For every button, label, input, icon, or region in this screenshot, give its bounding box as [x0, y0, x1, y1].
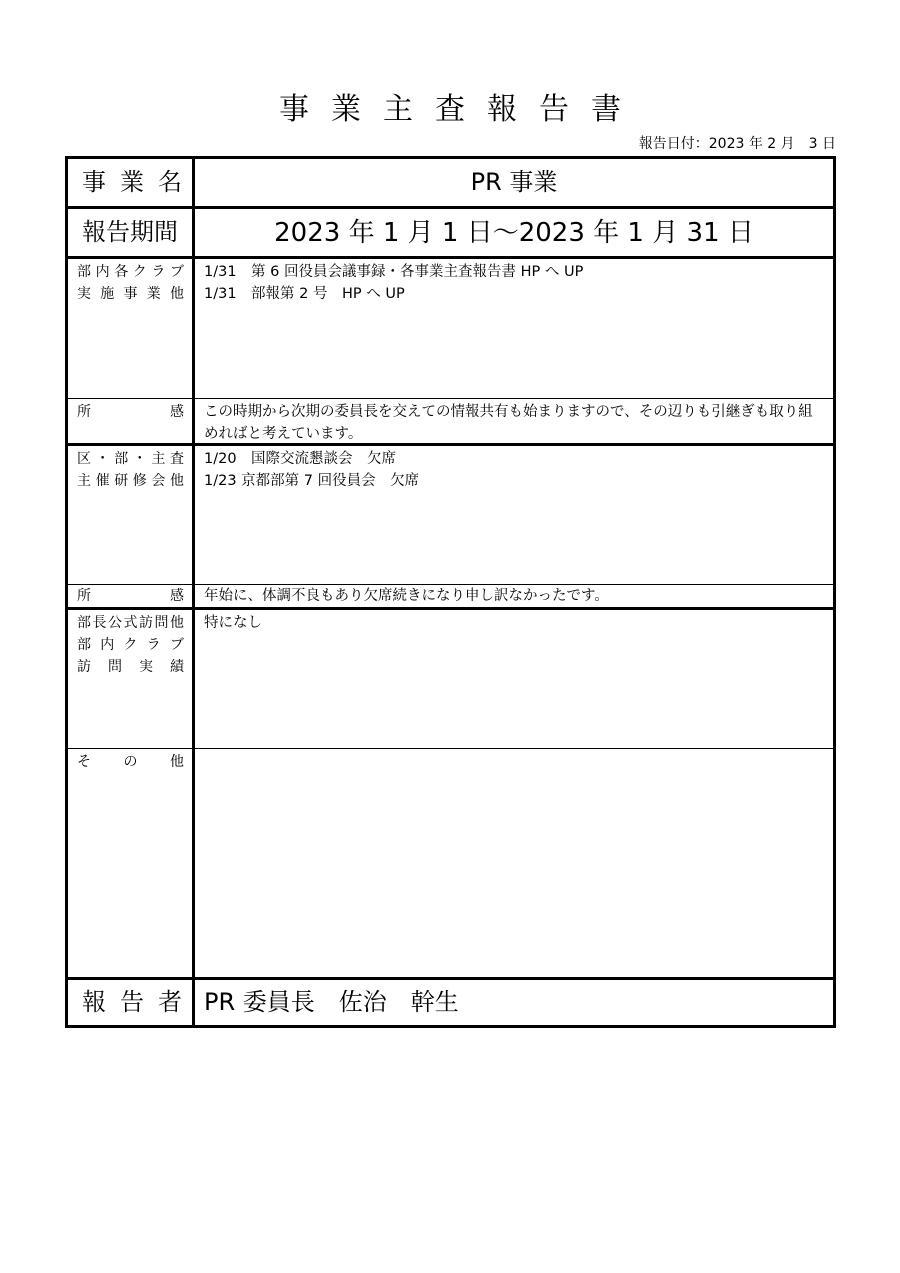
impression-1-text: この時期から次期の委員長を交えての情報共有も始まりますので、その辺りも引継ぎも取り組めればと考えています。: [204, 404, 813, 442]
impression-1-row: [68, 399, 833, 446]
label-char: 催: [95, 473, 110, 489]
label-char: 問: [108, 659, 122, 675]
project-value-cell: [195, 159, 833, 206]
label-char: 績: [170, 659, 184, 675]
visits-row: [68, 610, 833, 749]
reporter-label-cell: [68, 980, 195, 1025]
list-item: 1/31 第 6 回役員会議事録・各事業主査報告書 HP へ UP: [204, 264, 584, 280]
impression-1-value-cell: [195, 399, 833, 443]
label-char: の: [123, 754, 138, 770]
other-label-cell: [68, 749, 195, 977]
label-char: 公: [108, 615, 122, 631]
label-line: [77, 634, 184, 656]
project-label: 事業名: [82, 168, 196, 196]
period-row: [68, 209, 833, 259]
impression-2-row: [68, 585, 833, 610]
club-activities-content: [195, 259, 833, 305]
label-char: 査: [169, 451, 184, 467]
impression-2-label-cell: [68, 585, 195, 607]
label-char: 感: [170, 588, 184, 604]
district-activities-content: [195, 446, 833, 492]
label-line: [77, 470, 184, 492]
label-char: 長: [92, 615, 107, 631]
label-char: 施: [100, 286, 115, 302]
period-label: 報告期間: [82, 218, 178, 246]
label-line: [77, 656, 184, 678]
label-char: ・: [132, 451, 147, 467]
label-char: 研: [114, 473, 129, 489]
label-char: 内: [95, 264, 110, 280]
label-char: 部: [114, 451, 129, 467]
reporter-value-cell: [195, 980, 833, 1025]
impression-2-label: [68, 585, 192, 607]
impression-2-value-cell: [195, 585, 833, 607]
label-char: 問: [154, 615, 169, 631]
label-char: 訪: [139, 615, 153, 631]
visits-value-cell: [195, 610, 833, 748]
project-row: [68, 159, 833, 209]
district-activities-label-cell: [68, 446, 195, 584]
label-char: 各: [114, 264, 129, 280]
project-value: PR 事業: [470, 168, 558, 196]
club-activities-label: [68, 259, 192, 305]
list-item: 1/20 国際交流懇談会 欠席: [204, 451, 397, 467]
other-label: [68, 749, 192, 773]
label-char: ラ: [151, 264, 166, 280]
label-line: [77, 261, 184, 283]
other-row: [68, 749, 833, 980]
period-label-cell: [68, 209, 195, 256]
impression-1-label: [68, 399, 192, 423]
label-char: ブ: [169, 264, 184, 280]
list-item: 1/31 部報第 2 号 HP へ UP: [204, 286, 405, 302]
document-title: 事業主査報告書: [279, 92, 643, 127]
other-value-cell: [195, 749, 833, 977]
impression-2-text: 年始に、体調不良もあり欠席続きになり申し訳なかったです。: [204, 588, 609, 604]
report-table: [65, 156, 836, 1028]
label-char: 主: [151, 451, 166, 467]
club-activities-value-cell: [195, 259, 833, 398]
other-text: [195, 749, 833, 751]
label-char: 部: [77, 615, 91, 631]
list-item: 1/23 京都部第 7 回役員会 欠席: [204, 473, 420, 489]
visits-text: 特になし: [204, 615, 262, 631]
period-value: 2023 年 1 月 1 日〜2023 年 1 月 31 日: [274, 218, 754, 248]
report-date: 報告日付：2023 年 2 月 3 日: [638, 136, 836, 152]
label-char: 区: [77, 451, 91, 467]
label-char: 会: [151, 473, 166, 489]
club-activities-label-cell: [68, 259, 195, 398]
label-char: ク: [123, 637, 138, 653]
label-char: 他: [169, 473, 184, 489]
label-line: [77, 751, 184, 773]
label-char: 実: [77, 286, 91, 302]
label-char: そ: [77, 754, 91, 770]
label-char: 業: [146, 286, 161, 302]
label-line: [77, 585, 184, 607]
period-value-cell: [195, 209, 833, 256]
label-char: ・: [95, 451, 110, 467]
label-char: 他: [170, 754, 184, 770]
reporter-label: 報告者: [82, 988, 196, 1016]
reporter-row: [68, 980, 833, 1025]
label-char: 実: [139, 659, 153, 675]
label-char: 所: [77, 588, 91, 604]
label-char: ブ: [170, 637, 184, 653]
district-activities-value-cell: [195, 446, 833, 584]
label-char: 所: [77, 404, 91, 420]
project-label-cell: [68, 159, 195, 206]
label-char: 内: [100, 637, 115, 653]
label-line: [77, 612, 184, 634]
label-char: 式: [123, 615, 138, 631]
impression-1-label-cell: [68, 399, 195, 443]
label-char: ク: [132, 264, 147, 280]
label-char: 事: [123, 286, 138, 302]
label-char: 主: [77, 473, 91, 489]
reporter-value: PR 委員長 佐治 幹生: [204, 988, 459, 1016]
label-line: [77, 401, 184, 423]
district-activities-label: [68, 446, 192, 492]
label-char: 訪: [77, 659, 91, 675]
visits-label-cell: [68, 610, 195, 748]
label-char: 修: [132, 473, 147, 489]
label-char: 感: [170, 404, 184, 420]
label-line: [77, 448, 184, 470]
label-char: ラ: [146, 637, 161, 653]
district-activities-row: [68, 446, 833, 585]
label-char: 部: [77, 637, 91, 653]
club-activities-row: [68, 259, 833, 399]
label-char: 他: [170, 615, 184, 631]
label-char: 部: [77, 264, 91, 280]
label-line: [77, 283, 184, 305]
label-char: 他: [170, 286, 184, 302]
visits-label: [68, 610, 192, 678]
